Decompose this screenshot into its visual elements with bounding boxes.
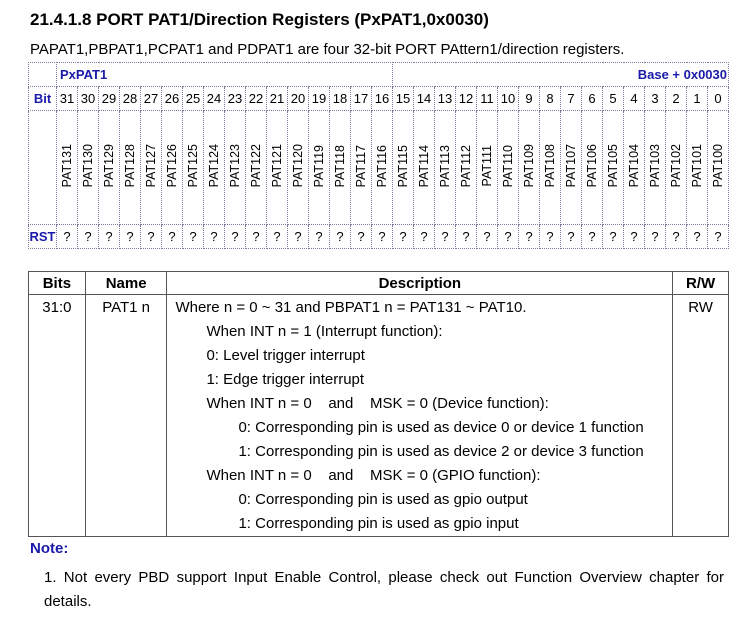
field-name-cell: [666, 111, 687, 225]
field-name-cell: [78, 111, 99, 225]
field-name-cell: [288, 111, 309, 225]
reset-value: ?: [288, 225, 309, 249]
bit-number: 18: [330, 87, 351, 111]
bit-number: 0: [708, 87, 729, 111]
bit-number: 9: [519, 87, 540, 111]
bit-number: 29: [99, 87, 120, 111]
field-name: PAT122: [249, 144, 263, 188]
register-table: [28, 62, 729, 249]
field-name-cell: [120, 111, 141, 225]
reset-value: ?: [225, 225, 246, 249]
field-name-cell: [582, 111, 603, 225]
register-name: PxPAT1: [57, 63, 393, 87]
field-name-cell: [162, 111, 183, 225]
field-name: PAT106: [585, 144, 599, 188]
desc-line: 0: Level trigger interrupt: [206, 347, 365, 364]
rw-cell: [673, 295, 729, 537]
field-name-cell: [519, 111, 540, 225]
field-name: PAT117: [354, 144, 368, 188]
desc-line: When INT n = 0 and MSK = 0 (GPIO function):: [206, 467, 541, 484]
field-name-cell: [204, 111, 225, 225]
field-name: PAT104: [627, 144, 641, 188]
description-table: [28, 271, 729, 537]
field-name-corner: [29, 111, 57, 225]
intro-text: PAPAT1,PBPAT1,PCPAT1 and PDPAT1 are four 32-bit PORT PAttern1/direction registers.: [30, 41, 625, 58]
reset-value: ?: [78, 225, 99, 249]
field-name: PAT130: [81, 144, 95, 188]
bit-number: 28: [120, 87, 141, 111]
field-name: PAT128: [123, 144, 137, 188]
section-title: 21.4.1.8 PORT PAT1/Direction Registers (PxPAT1,0x0030): [30, 10, 489, 29]
bit-number: 1: [687, 87, 708, 111]
reset-value: ?: [708, 225, 729, 249]
field-name-cell: [540, 111, 561, 225]
bit-number: 26: [162, 87, 183, 111]
reset-value: ?: [582, 225, 603, 249]
reset-value: ?: [435, 225, 456, 249]
reset-value: ?: [519, 225, 540, 249]
field-name-cell: [330, 111, 351, 225]
reset-value: ?: [645, 225, 666, 249]
bit-number-row: [29, 87, 729, 111]
reset-value: ?: [414, 225, 435, 249]
field-name-cell: [456, 111, 477, 225]
reset-value: ?: [561, 225, 582, 249]
desc-line: When INT n = 0 and MSK = 0 (Device function):: [206, 395, 549, 412]
field-name: PAT123: [228, 144, 242, 188]
field-name-cell: [309, 111, 330, 225]
reset-value: ?: [372, 225, 393, 249]
field-name: PAT124: [207, 144, 221, 188]
field-name-cell: [141, 111, 162, 225]
bit-number: 8: [540, 87, 561, 111]
reset-value: ?: [624, 225, 645, 249]
reset-value: ?: [330, 225, 351, 249]
desc-line: 1: Edge trigger interrupt: [206, 371, 365, 388]
desc-line: Where n = 0 ~ 31 and PBPAT1 n = PAT131 ~ PAT10.: [175, 299, 527, 316]
desc-line: 1: Corresponding pin is used as device 2 or device 3 function: [238, 443, 644, 460]
field-name: PAT100: [711, 144, 725, 188]
field-name-cell: [687, 111, 708, 225]
field-name-cell: [645, 111, 666, 225]
description-row: [29, 295, 729, 537]
field-name-cell: [561, 111, 582, 225]
rw-header: R/W: [673, 272, 729, 295]
field-name: PAT110: [501, 144, 515, 188]
field-name: PAT126: [165, 144, 179, 188]
reset-row: [29, 225, 729, 249]
bit-number: 25: [183, 87, 204, 111]
field-name: PAT129: [102, 144, 116, 188]
bit-number: 19: [309, 87, 330, 111]
bit-number: 13: [435, 87, 456, 111]
bit-number: 30: [78, 87, 99, 111]
field-name: PAT120: [291, 144, 305, 188]
reset-value: ?: [183, 225, 204, 249]
field-name: PAT125: [186, 144, 200, 188]
name-header: Name: [85, 272, 167, 295]
field-name: PAT112: [459, 144, 473, 188]
description-cell: [167, 295, 673, 537]
field-name-cell: [183, 111, 204, 225]
bit-number: 12: [456, 87, 477, 111]
header-corner: [29, 63, 57, 87]
reset-value: ?: [99, 225, 120, 249]
field-name: PAT105: [606, 144, 620, 188]
field-name-row: [29, 111, 729, 225]
bits-cell: [29, 295, 86, 537]
reset-value: ?: [666, 225, 687, 249]
bit-number: 31: [57, 87, 78, 111]
field-name-cell: [372, 111, 393, 225]
field-name: PAT127: [144, 144, 158, 188]
field-name-cell: [99, 111, 120, 225]
bit-number: 7: [561, 87, 582, 111]
bit-number: 23: [225, 87, 246, 111]
field-name-cell: [246, 111, 267, 225]
reset-value: ?: [687, 225, 708, 249]
reset-value: ?: [309, 225, 330, 249]
reset-value: ?: [540, 225, 561, 249]
bit-number: 21: [267, 87, 288, 111]
bit-number: 15: [393, 87, 414, 111]
field-name: PAT101: [690, 144, 704, 188]
bits-header: Bits: [29, 272, 86, 295]
reset-value: ?: [351, 225, 372, 249]
bits-value: 31:0: [42, 299, 72, 316]
bit-number: 5: [603, 87, 624, 111]
bit-number: 20: [288, 87, 309, 111]
bit-number: 2: [666, 87, 687, 111]
reset-value: ?: [162, 225, 183, 249]
field-name: PAT113: [438, 144, 452, 188]
bit-number: 27: [141, 87, 162, 111]
bit-number: 6: [582, 87, 603, 111]
field-name-cell: [477, 111, 498, 225]
field-name-cell: [708, 111, 729, 225]
name-cell: [85, 295, 167, 537]
reset-value: ?: [456, 225, 477, 249]
bit-label: Bit: [29, 87, 57, 111]
bit-number: 16: [372, 87, 393, 111]
register-base: Base + 0x0030: [393, 63, 729, 87]
field-name: PAT115: [396, 144, 410, 188]
bit-number: 10: [498, 87, 519, 111]
field-name: PAT111: [480, 145, 494, 187]
field-name: PAT109: [522, 144, 536, 188]
bit-number: 24: [204, 87, 225, 111]
field-name: PAT103: [648, 144, 662, 188]
desc-line: 0: Corresponding pin is used as device 0 or device 1 function: [238, 419, 644, 436]
field-name-cell: [498, 111, 519, 225]
field-name: PAT107: [564, 144, 578, 188]
bit-number: 4: [624, 87, 645, 111]
field-name-cell: [414, 111, 435, 225]
field-name: PAT114: [417, 144, 431, 188]
field-name-cell: [351, 111, 372, 225]
description-header-row: [29, 272, 729, 295]
field-name-cell: [603, 111, 624, 225]
reset-value: ?: [204, 225, 225, 249]
field-name-cell: [267, 111, 288, 225]
reset-value: ?: [603, 225, 624, 249]
bit-number: 22: [246, 87, 267, 111]
reset-value: ?: [57, 225, 78, 249]
field-name-cell: [393, 111, 414, 225]
desc-line: 0: Corresponding pin is used as gpio output: [238, 491, 528, 508]
field-name-cell: [624, 111, 645, 225]
reset-value: ?: [120, 225, 141, 249]
bit-number: 14: [414, 87, 435, 111]
rw-value: RW: [688, 299, 713, 316]
description-header: Description: [167, 272, 673, 295]
register-header-row: [29, 63, 729, 87]
field-name: PAT119: [312, 144, 326, 188]
desc-line: 1: Corresponding pin is used as gpio input: [238, 515, 519, 532]
field-name: PAT108: [543, 144, 557, 188]
field-name: PAT121: [270, 144, 284, 188]
field-name-cell: [225, 111, 246, 225]
reset-value: ?: [393, 225, 414, 249]
rst-label: RST: [29, 225, 57, 249]
field-name: PAT131: [60, 144, 74, 188]
bit-number: 11: [477, 87, 498, 111]
field-name: PAT102: [669, 144, 683, 188]
reset-value: ?: [477, 225, 498, 249]
field-name: PAT118: [333, 144, 347, 188]
field-name-cell: [435, 111, 456, 225]
note-heading: Note:: [30, 540, 69, 557]
field-name-cell: [57, 111, 78, 225]
field-name: PAT116: [375, 144, 389, 188]
reset-value: ?: [498, 225, 519, 249]
reset-value: ?: [246, 225, 267, 249]
bit-number: 17: [351, 87, 372, 111]
reset-value: ?: [267, 225, 288, 249]
field-name-value: PAT1 n: [102, 299, 151, 316]
desc-line: When INT n = 1 (Interrupt function):: [206, 323, 443, 340]
note-text: 1. Not every PBD support Input Enable Control, please check out Function Overview chapter for details.: [44, 569, 724, 610]
reset-value: ?: [141, 225, 162, 249]
bit-number: 3: [645, 87, 666, 111]
